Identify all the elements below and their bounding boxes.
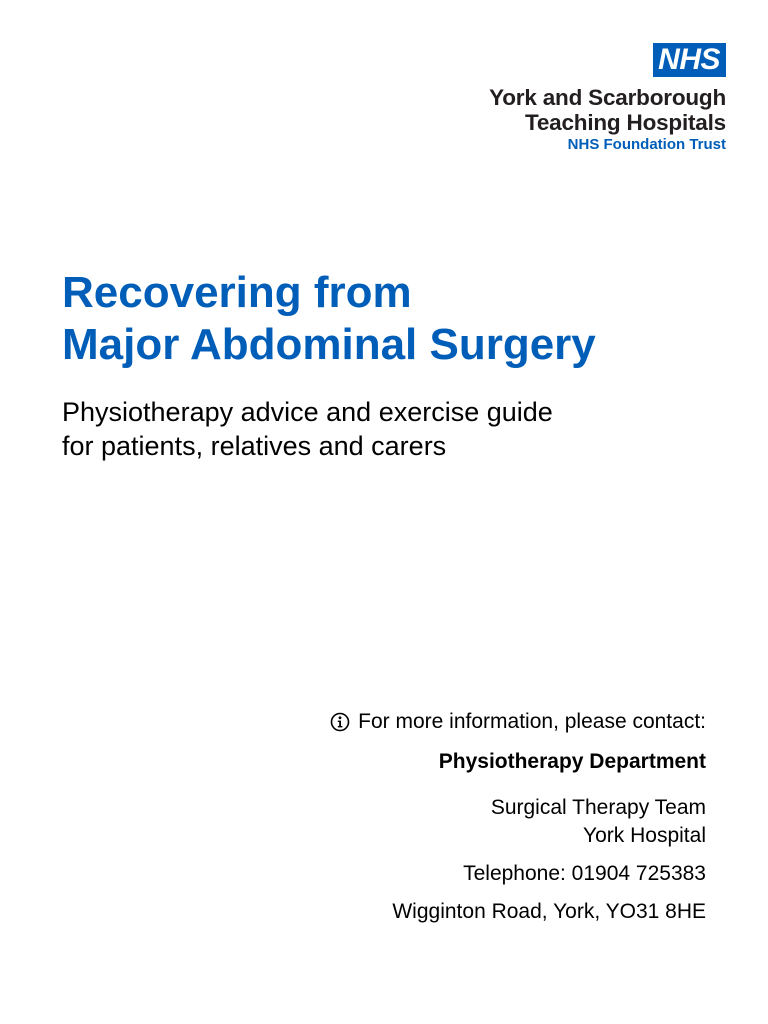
team-name: Surgical Therapy Team <box>490 796 706 819</box>
subtitle-line2: for patients, relatives and carers <box>62 431 447 461</box>
nhs-trust-logo <box>426 43 726 155</box>
department-name: Physiotherapy Department <box>438 750 706 773</box>
contact-intro: For more information, please contact: <box>358 710 706 733</box>
title-line2: Major Abdominal Surgery <box>62 320 596 369</box>
title-line1: Recovering from <box>62 268 412 317</box>
hospital-name: York Hospital <box>583 824 706 847</box>
document-subtitle <box>62 395 553 463</box>
document-title <box>62 267 596 371</box>
org-subtitle: NHS Foundation Trust <box>567 136 726 153</box>
contact-intro-row <box>206 708 706 736</box>
org-name-line2: Teaching Hospitals <box>524 110 726 135</box>
nhs-badge: NHS <box>653 43 726 77</box>
contact-block <box>206 708 706 926</box>
info-icon <box>330 712 350 732</box>
address: Wigginton Road, York, YO31 8HE <box>392 900 706 923</box>
org-name-line1: York and Scarborough <box>489 85 726 110</box>
subtitle-line1: Physiotherapy advice and exercise guide <box>62 397 553 427</box>
telephone: Telephone: 01904 725383 <box>463 862 706 885</box>
